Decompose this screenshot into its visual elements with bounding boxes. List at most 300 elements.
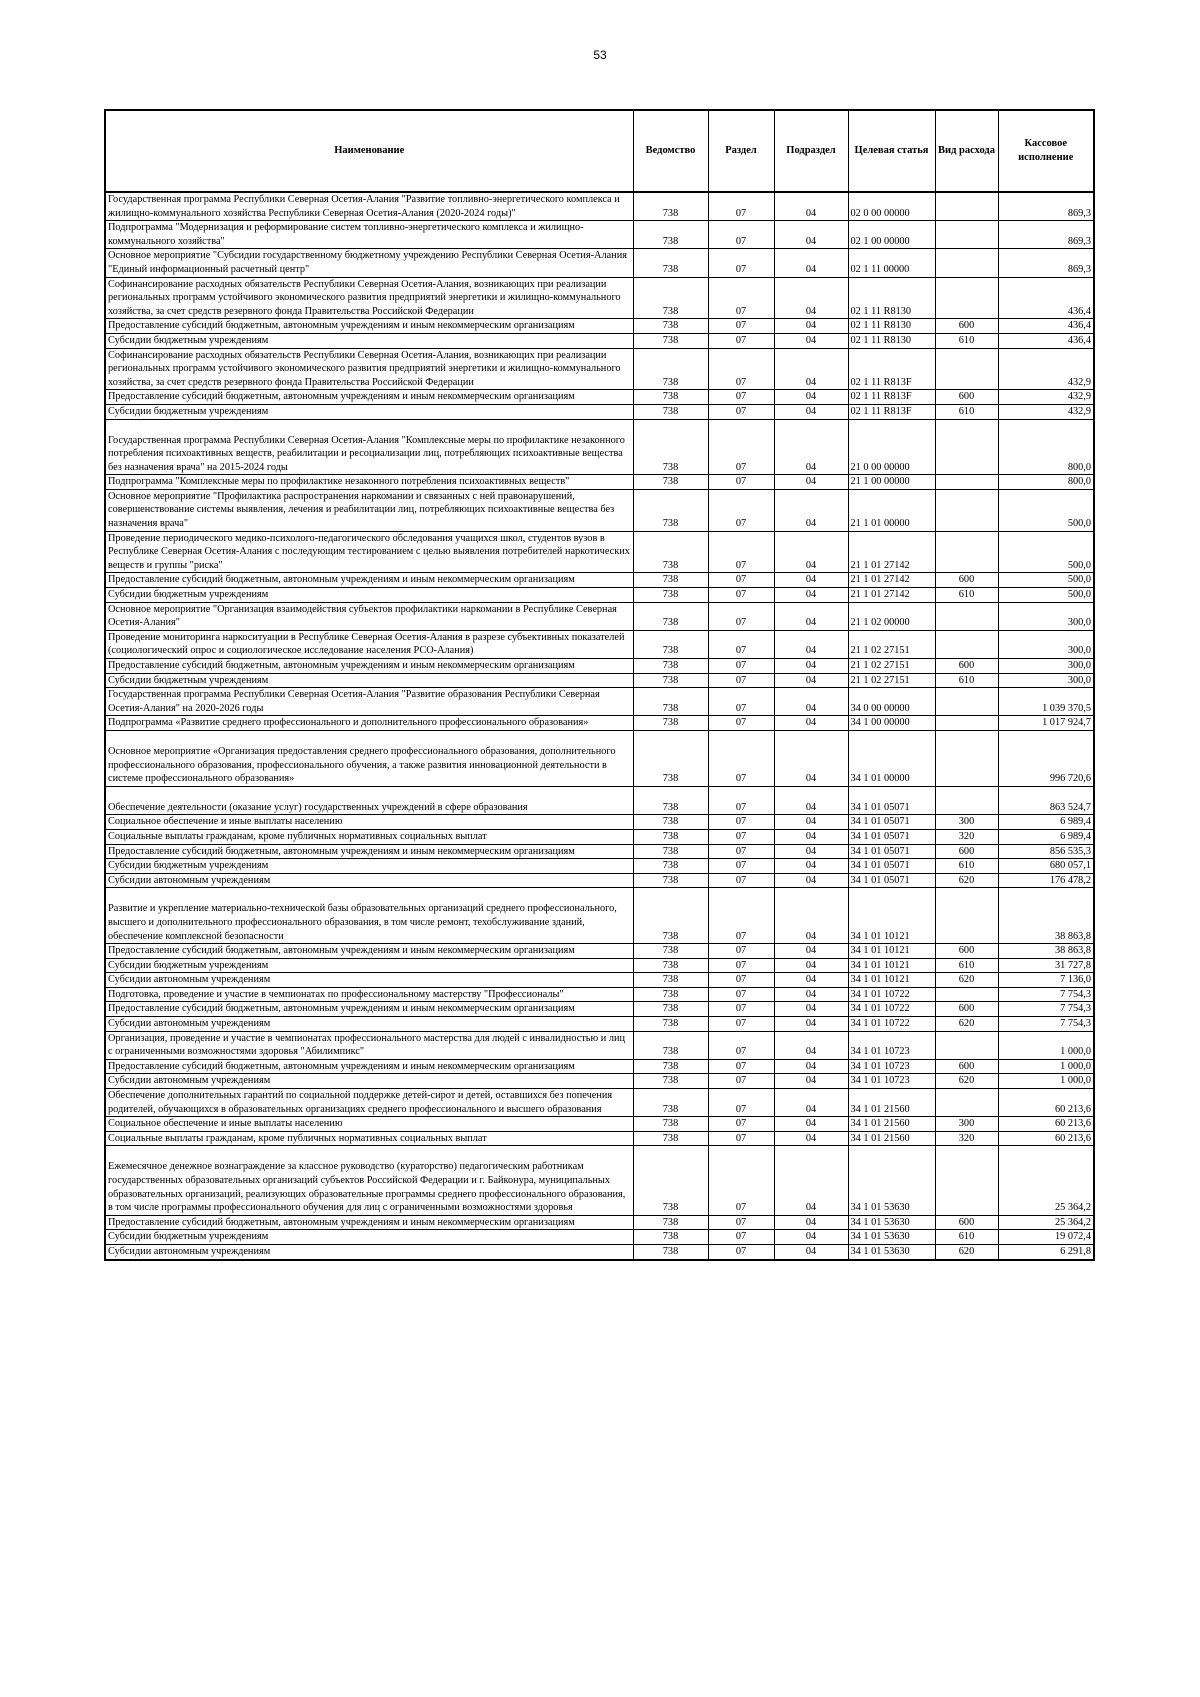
cell-cash-execution: 680 057,1 (998, 859, 1094, 874)
cell-name: Субсидии бюджетным учреждениям (105, 673, 633, 688)
table-row (105, 688, 1094, 716)
cell-expense-type: 320 (935, 1131, 998, 1146)
cell-subsection: 04 (774, 973, 848, 988)
cell-cash-execution: 500,0 (998, 489, 1094, 531)
cell-section: 07 (708, 1059, 774, 1074)
cell-section: 07 (708, 277, 774, 319)
table-row (105, 730, 1094, 786)
cell-expense-type: 610 (935, 588, 998, 603)
cell-target-article: 21 1 01 27142 (848, 531, 935, 573)
cell-section: 07 (708, 1230, 774, 1245)
cell-cash-execution: 300,0 (998, 602, 1094, 630)
cell-department: 738 (633, 249, 708, 277)
cell-target-article: 02 1 11 R8130 (848, 319, 935, 334)
cell-department: 738 (633, 688, 708, 716)
cell-section: 07 (708, 829, 774, 844)
table-row (105, 1031, 1094, 1059)
cell-subsection: 04 (774, 716, 848, 731)
table-row (105, 859, 1094, 874)
cell-department: 738 (633, 1017, 708, 1032)
cell-cash-execution: 60 213,6 (998, 1089, 1094, 1117)
cell-target-article: 34 1 01 53630 (848, 1230, 935, 1245)
cell-cash-execution: 7 754,3 (998, 1017, 1094, 1032)
table-row (105, 844, 1094, 859)
cell-cash-execution: 1 000,0 (998, 1074, 1094, 1089)
table-header-row (105, 110, 1094, 192)
cell-expense-type: 600 (935, 944, 998, 959)
cell-section: 07 (708, 419, 774, 475)
cell-section: 07 (708, 489, 774, 531)
table-row (105, 221, 1094, 249)
cell-department: 738 (633, 1117, 708, 1132)
cell-name: Государственная программа Республики Северная Осетия-Алания "Развитие образования Республики Северная Осетия-Алания" на 2020-2026 годы (105, 688, 633, 716)
cell-department: 738 (633, 1146, 708, 1215)
cell-section: 07 (708, 815, 774, 830)
cell-section: 07 (708, 1117, 774, 1132)
cell-target-article: 34 1 01 05071 (848, 815, 935, 830)
cell-target-article: 34 1 01 21560 (848, 1089, 935, 1117)
cell-department: 738 (633, 192, 708, 221)
cell-department: 738 (633, 1089, 708, 1117)
cell-section: 07 (708, 588, 774, 603)
cell-subsection: 04 (774, 630, 848, 658)
table-row (105, 1215, 1094, 1230)
cell-department: 738 (633, 1230, 708, 1245)
table-row (105, 673, 1094, 688)
cell-cash-execution: 856 535,3 (998, 844, 1094, 859)
cell-subsection: 04 (774, 844, 848, 859)
cell-target-article: 34 1 01 10121 (848, 973, 935, 988)
cell-subsection: 04 (774, 1230, 848, 1245)
cell-cash-execution: 800,0 (998, 475, 1094, 490)
cell-section: 07 (708, 888, 774, 944)
cell-target-article: 34 1 01 21560 (848, 1131, 935, 1146)
cell-section: 07 (708, 221, 774, 249)
table-row (105, 873, 1094, 888)
cell-cash-execution: 19 072,4 (998, 1230, 1094, 1245)
cell-target-article: 34 1 01 53630 (848, 1244, 935, 1259)
cell-expense-type (935, 531, 998, 573)
table-row (105, 1117, 1094, 1132)
cell-cash-execution: 996 720,6 (998, 730, 1094, 786)
cell-target-article: 02 1 11 R8130 (848, 333, 935, 348)
cell-name: Основное мероприятие «Организация предоставления среднего профессионального образования, дополнительного профессионального образования, профессионального обучения, а также развития инновационной деятельности в системе профессионального образования» (105, 730, 633, 786)
cell-cash-execution: 436,4 (998, 319, 1094, 334)
cell-section: 07 (708, 958, 774, 973)
cell-department: 738 (633, 602, 708, 630)
cell-subsection: 04 (774, 319, 848, 334)
cell-target-article: 21 1 02 00000 (848, 602, 935, 630)
table-row (105, 1089, 1094, 1117)
cell-target-article: 02 1 11 R8130 (848, 277, 935, 319)
header-subsection: Подраздел (774, 110, 848, 192)
cell-cash-execution: 1 000,0 (998, 1031, 1094, 1059)
cell-target-article: 34 1 01 10723 (848, 1074, 935, 1089)
cell-subsection: 04 (774, 1244, 848, 1259)
cell-cash-execution: 300,0 (998, 630, 1094, 658)
cell-expense-type: 610 (935, 958, 998, 973)
cell-expense-type (935, 888, 998, 944)
cell-cash-execution: 7 754,3 (998, 1002, 1094, 1017)
cell-cash-execution: 432,9 (998, 348, 1094, 390)
cell-expense-type (935, 688, 998, 716)
cell-subsection: 04 (774, 888, 848, 944)
cell-name: Подпрограмма "Модернизация и реформирование систем топливно-энергетического комплекса и жилищно-коммунального хозяйства" (105, 221, 633, 249)
table-row (105, 1146, 1094, 1215)
cell-section: 07 (708, 987, 774, 1002)
cell-department: 738 (633, 987, 708, 1002)
cell-cash-execution: 60 213,6 (998, 1131, 1094, 1146)
page-number: 53 (593, 48, 607, 62)
cell-department: 738 (633, 319, 708, 334)
cell-expense-type: 600 (935, 573, 998, 588)
cell-subsection: 04 (774, 1089, 848, 1117)
cell-expense-type: 320 (935, 829, 998, 844)
cell-section: 07 (708, 1002, 774, 1017)
cell-name: Основное мероприятие "Субсидии государственному бюджетному учреждению Республики Северная Осетия-Алания "Единый информационный расчетный центр" (105, 249, 633, 277)
cell-subsection: 04 (774, 829, 848, 844)
cell-target-article: 34 1 01 10723 (848, 1031, 935, 1059)
table-row (105, 588, 1094, 603)
cell-subsection: 04 (774, 944, 848, 959)
cell-expense-type (935, 475, 998, 490)
cell-name: Подпрограмма "Комплексные меры по профилактике незаконного потребления психоактивных веществ" (105, 475, 633, 490)
table-row (105, 333, 1094, 348)
cell-target-article: 34 1 01 10121 (848, 888, 935, 944)
cell-target-article: 21 1 02 27151 (848, 673, 935, 688)
cell-target-article: 21 0 00 00000 (848, 419, 935, 475)
cell-cash-execution: 800,0 (998, 419, 1094, 475)
cell-section: 07 (708, 531, 774, 573)
cell-expense-type (935, 489, 998, 531)
cell-subsection: 04 (774, 659, 848, 674)
cell-subsection: 04 (774, 1002, 848, 1017)
cell-section: 07 (708, 602, 774, 630)
cell-department: 738 (633, 1215, 708, 1230)
cell-target-article: 21 1 01 27142 (848, 588, 935, 603)
header-name: Наименование (105, 110, 633, 192)
cell-name: Социальное обеспечение и иные выплаты населению (105, 815, 633, 830)
cell-section: 07 (708, 844, 774, 859)
cell-department: 738 (633, 973, 708, 988)
cell-target-article: 34 1 01 53630 (848, 1146, 935, 1215)
cell-name: Подпрограмма «Развитие среднего профессионального и дополнительного профессионального образования» (105, 716, 633, 731)
cell-department: 738 (633, 873, 708, 888)
cell-section: 07 (708, 673, 774, 688)
cell-expense-type: 620 (935, 1017, 998, 1032)
cell-department: 738 (633, 333, 708, 348)
cell-cash-execution: 1 039 370,5 (998, 688, 1094, 716)
cell-department: 738 (633, 1059, 708, 1074)
cell-section: 07 (708, 716, 774, 731)
cell-name: Предоставление субсидий бюджетным, автономным учреждениям и иным некоммерческим организациям (105, 944, 633, 959)
cell-department: 738 (633, 829, 708, 844)
header-cash-execution: Кассовое исполнение (998, 110, 1094, 192)
cell-subsection: 04 (774, 1031, 848, 1059)
cell-section: 07 (708, 1131, 774, 1146)
cell-expense-type: 610 (935, 333, 998, 348)
cell-target-article: 21 1 01 00000 (848, 489, 935, 531)
cell-name: Государственная программа Республики Северная Осетия-Алания "Развитие топливно-энергетического комплекса и жилищно-коммунального хозяйства Республики Северная Осетия-Алания (2020-2024 годы)" (105, 192, 633, 221)
table-row (105, 815, 1094, 830)
cell-target-article: 02 1 11 R813F (848, 404, 935, 419)
cell-cash-execution: 432,9 (998, 404, 1094, 419)
cell-cash-execution: 500,0 (998, 588, 1094, 603)
cell-cash-execution: 436,4 (998, 333, 1094, 348)
cell-section: 07 (708, 786, 774, 815)
cell-section: 07 (708, 249, 774, 277)
cell-name: Социальное обеспечение и иные выплаты населению (105, 1117, 633, 1132)
table-row (105, 829, 1094, 844)
cell-subsection: 04 (774, 588, 848, 603)
cell-expense-type (935, 1146, 998, 1215)
cell-name: Основное мероприятие "Организация взаимодействия субъектов профилактики наркомании в Республике Северная Осетия-Алания" (105, 602, 633, 630)
cell-name: Проведение мониторинга наркоситуации в Республике Северная Осетия-Алания в разрезе субъективных показателей (социологический опрос и социологическое исследование населения РСО-Алания) (105, 630, 633, 658)
cell-name: Подготовка, проведение и участие в чемпионатах по профессиональному мастерству "Профессионалы" (105, 987, 633, 1002)
cell-department: 738 (633, 859, 708, 874)
cell-department: 738 (633, 958, 708, 973)
cell-subsection: 04 (774, 277, 848, 319)
cell-section: 07 (708, 973, 774, 988)
table-row (105, 531, 1094, 573)
cell-subsection: 04 (774, 489, 848, 531)
cell-expense-type: 600 (935, 659, 998, 674)
cell-name: Проведение периодического медико-психолого-педагогического обследования учащихся школ, студентов вузов в Республике Северная Осетия-Алания с последующим тестированием с целью выявления потребителей наркотических веществ и группы "риска" (105, 531, 633, 573)
table-row (105, 489, 1094, 531)
cell-expense-type: 610 (935, 404, 998, 419)
cell-subsection: 04 (774, 390, 848, 405)
cell-name: Предоставление субсидий бюджетным, автономным учреждениям и иным некоммерческим организациям (105, 390, 633, 405)
cell-target-article: 34 1 01 53630 (848, 1215, 935, 1230)
cell-subsection: 04 (774, 475, 848, 490)
table-row (105, 1230, 1094, 1245)
cell-department: 738 (633, 390, 708, 405)
cell-department: 738 (633, 277, 708, 319)
table-row (105, 573, 1094, 588)
cell-department: 738 (633, 531, 708, 573)
cell-target-article: 34 1 01 05071 (848, 786, 935, 815)
table-row (105, 659, 1094, 674)
header-target-article: Целевая статья (848, 110, 935, 192)
cell-subsection: 04 (774, 673, 848, 688)
cell-target-article: 21 1 00 00000 (848, 475, 935, 490)
cell-name: Софинансирование расходных обязательств Республики Северная Осетия-Алания, возникающих при реализации региональных программ устойчивого экономического развития предприятий энергетики и жилищно-коммунального хозяйства, за счет средств резервного фонда Правительства Российской Федерации (105, 348, 633, 390)
cell-cash-execution: 6 291,8 (998, 1244, 1094, 1259)
cell-department: 738 (633, 659, 708, 674)
cell-cash-execution: 869,3 (998, 249, 1094, 277)
table-row (105, 1017, 1094, 1032)
cell-cash-execution: 38 863,8 (998, 888, 1094, 944)
table-row (105, 475, 1094, 490)
cell-expense-type (935, 602, 998, 630)
cell-cash-execution: 38 863,8 (998, 944, 1094, 959)
cell-name: Социальные выплаты гражданам, кроме публичных нормативных социальных выплат (105, 1131, 633, 1146)
cell-cash-execution: 863 524,7 (998, 786, 1094, 815)
cell-department: 738 (633, 673, 708, 688)
cell-expense-type: 620 (935, 1244, 998, 1259)
cell-department: 738 (633, 1031, 708, 1059)
cell-name: Предоставление субсидий бюджетным, автономным учреждениям и иным некоммерческим организациям (105, 1215, 633, 1230)
cell-expense-type: 300 (935, 1117, 998, 1132)
cell-expense-type: 620 (935, 873, 998, 888)
table-row (105, 944, 1094, 959)
cell-subsection: 04 (774, 419, 848, 475)
table-row (105, 348, 1094, 390)
cell-name: Государственная программа Республики Северная Осетия-Алания "Комплексные меры по профилактике незаконного потребления психоактивных веществ, реабилитации и ресоциализации лиц, потребляющих психоактивные вещества без назначения врача" на 2015-2024 годы (105, 419, 633, 475)
cell-cash-execution: 6 989,4 (998, 815, 1094, 830)
cell-cash-execution: 300,0 (998, 673, 1094, 688)
cell-department: 738 (633, 348, 708, 390)
cell-target-article: 34 1 01 10121 (848, 944, 935, 959)
cell-expense-type: 620 (935, 1074, 998, 1089)
cell-cash-execution: 300,0 (998, 659, 1094, 674)
cell-section: 07 (708, 730, 774, 786)
cell-cash-execution: 500,0 (998, 531, 1094, 573)
cell-name: Софинансирование расходных обязательств Республики Северная Осетия-Алания, возникающих при реализации региональных программ устойчивого экономического развития предприятий энергетики и жилищно-коммунального хозяйства, за счет средств резервного фонда Правительства Российской Федерации (105, 277, 633, 319)
cell-cash-execution: 25 364,2 (998, 1215, 1094, 1230)
cell-name: Социальные выплаты гражданам, кроме публичных нормативных социальных выплат (105, 829, 633, 844)
cell-expense-type: 600 (935, 1002, 998, 1017)
table-row (105, 1074, 1094, 1089)
cell-name: Субсидии бюджетным учреждениям (105, 333, 633, 348)
cell-expense-type (935, 1089, 998, 1117)
cell-cash-execution: 7 754,3 (998, 987, 1094, 1002)
cell-expense-type: 610 (935, 1230, 998, 1245)
cell-department: 738 (633, 1131, 708, 1146)
cell-section: 07 (708, 333, 774, 348)
cell-section: 07 (708, 630, 774, 658)
cell-subsection: 04 (774, 333, 848, 348)
cell-cash-execution: 1 017 924,7 (998, 716, 1094, 731)
cell-name: Субсидии автономным учреждениям (105, 1017, 633, 1032)
cell-name: Субсидии автономным учреждениям (105, 1244, 633, 1259)
cell-expense-type: 300 (935, 815, 998, 830)
cell-section: 07 (708, 192, 774, 221)
cell-cash-execution: 500,0 (998, 573, 1094, 588)
cell-subsection: 04 (774, 348, 848, 390)
cell-cash-execution: 60 213,6 (998, 1117, 1094, 1132)
cell-target-article: 34 1 01 10723 (848, 1059, 935, 1074)
table-row (105, 958, 1094, 973)
cell-name: Предоставление субсидий бюджетным, автономным учреждениям и иным некоммерческим организациям (105, 319, 633, 334)
cell-expense-type (935, 277, 998, 319)
table-row (105, 716, 1094, 731)
cell-section: 07 (708, 1017, 774, 1032)
cell-expense-type (935, 987, 998, 1002)
cell-expense-type: 610 (935, 673, 998, 688)
cell-name: Обеспечение деятельности (оказание услуг) государственных учреждений в сфере образования (105, 786, 633, 815)
cell-target-article: 02 1 11 R813F (848, 348, 935, 390)
cell-section: 07 (708, 348, 774, 390)
table-row (105, 1059, 1094, 1074)
cell-subsection: 04 (774, 1131, 848, 1146)
cell-cash-execution: 31 727,8 (998, 958, 1094, 973)
table-row (105, 319, 1094, 334)
cell-department: 738 (633, 404, 708, 419)
header-section: Раздел (708, 110, 774, 192)
cell-expense-type: 600 (935, 319, 998, 334)
table-body (105, 192, 1094, 1260)
cell-cash-execution: 436,4 (998, 277, 1094, 319)
cell-expense-type (935, 249, 998, 277)
cell-section: 07 (708, 944, 774, 959)
cell-subsection: 04 (774, 987, 848, 1002)
cell-name: Предоставление субсидий бюджетным, автономным учреждениям и иным некоммерческим организациям (105, 1059, 633, 1074)
cell-department: 738 (633, 730, 708, 786)
cell-department: 738 (633, 475, 708, 490)
cell-subsection: 04 (774, 1059, 848, 1074)
cell-expense-type: 600 (935, 1059, 998, 1074)
cell-name: Субсидии бюджетным учреждениям (105, 1230, 633, 1245)
cell-subsection: 04 (774, 688, 848, 716)
cell-target-article: 34 1 01 10722 (848, 1002, 935, 1017)
cell-name: Субсидии бюджетным учреждениям (105, 404, 633, 419)
cell-section: 07 (708, 475, 774, 490)
cell-department: 738 (633, 630, 708, 658)
cell-section: 07 (708, 390, 774, 405)
cell-subsection: 04 (774, 1146, 848, 1215)
cell-target-article: 21 1 02 27151 (848, 659, 935, 674)
cell-target-article: 34 1 01 05071 (848, 844, 935, 859)
cell-target-article: 02 1 11 00000 (848, 249, 935, 277)
cell-department: 738 (633, 489, 708, 531)
table-row (105, 192, 1094, 221)
cell-department: 738 (633, 944, 708, 959)
cell-department: 738 (633, 221, 708, 249)
cell-expense-type: 600 (935, 1215, 998, 1230)
cell-name: Организация, проведение и участие в чемпионатах профессионального мастерства для людей с инвалидностью и лиц с ограниченными возможностями здоровья "Абилимпикс" (105, 1031, 633, 1059)
cell-subsection: 04 (774, 730, 848, 786)
budget-execution-table (104, 109, 1095, 1261)
cell-subsection: 04 (774, 192, 848, 221)
cell-cash-execution: 25 364,2 (998, 1146, 1094, 1215)
cell-subsection: 04 (774, 786, 848, 815)
cell-name: Предоставление субсидий бюджетным, автономным учреждениям и иным некоммерческим организациям (105, 659, 633, 674)
header-expense-type: Вид расхода (935, 110, 998, 192)
cell-target-article: 34 1 01 21560 (848, 1117, 935, 1132)
table-row (105, 786, 1094, 815)
cell-subsection: 04 (774, 1074, 848, 1089)
cell-section: 07 (708, 404, 774, 419)
cell-expense-type (935, 221, 998, 249)
cell-section: 07 (708, 573, 774, 588)
cell-target-article: 02 1 00 00000 (848, 221, 935, 249)
cell-target-article: 02 0 00 00000 (848, 192, 935, 221)
cell-expense-type: 600 (935, 390, 998, 405)
table-row (105, 888, 1094, 944)
cell-subsection: 04 (774, 873, 848, 888)
cell-subsection: 04 (774, 531, 848, 573)
cell-cash-execution: 7 136,0 (998, 973, 1094, 988)
cell-expense-type (935, 630, 998, 658)
cell-department: 738 (633, 844, 708, 859)
cell-section: 07 (708, 1146, 774, 1215)
cell-subsection: 04 (774, 602, 848, 630)
cell-section: 07 (708, 659, 774, 674)
cell-cash-execution: 6 989,4 (998, 829, 1094, 844)
cell-expense-type (935, 786, 998, 815)
cell-target-article: 34 1 01 00000 (848, 730, 935, 786)
table-row (105, 277, 1094, 319)
cell-name: Субсидии автономным учреждениям (105, 1074, 633, 1089)
table-row (105, 602, 1094, 630)
cell-department: 738 (633, 815, 708, 830)
cell-expense-type (935, 419, 998, 475)
cell-subsection: 04 (774, 404, 848, 419)
cell-name: Предоставление субсидий бюджетным, автономным учреждениям и иным некоммерческим организациям (105, 1002, 633, 1017)
cell-name: Развитие и укрепление материально-технической базы образовательных организаций среднего профессионального, высшего и дополнительного профессионального образования, в том числе ремонт, техобслуживание зданий, обеспечение комплексной безопасности (105, 888, 633, 944)
table-row (105, 1002, 1094, 1017)
